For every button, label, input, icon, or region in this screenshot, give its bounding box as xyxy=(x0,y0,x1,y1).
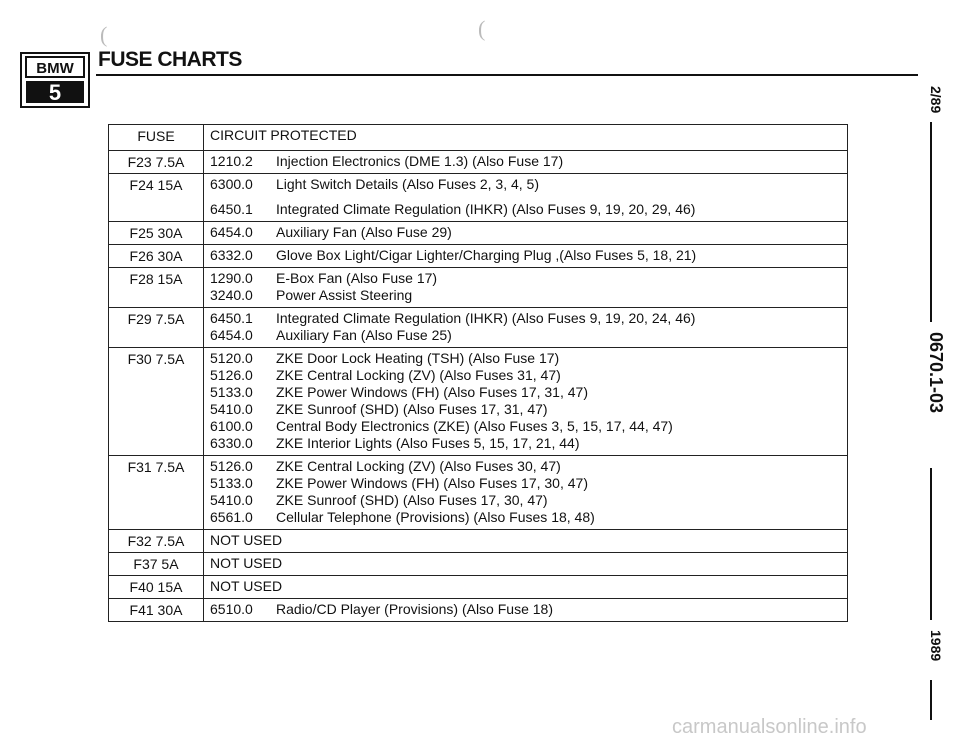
circuit-line xyxy=(210,384,841,401)
circuit-line xyxy=(210,224,841,241)
bmw-5-series-logo-icon xyxy=(20,52,90,108)
table-row xyxy=(109,245,848,268)
circuit-code: 6454.0 xyxy=(210,224,253,240)
circuit-line xyxy=(210,475,841,492)
circuit-line xyxy=(210,287,841,304)
page-title: FUSE CHARTS xyxy=(98,48,242,71)
svg-text:5: 5 xyxy=(48,80,62,105)
table-row xyxy=(109,151,848,174)
circuit-code: 6100.0 xyxy=(210,418,253,434)
circuit-description: Auxiliary Fan (Also Fuse 29) xyxy=(276,224,452,240)
circuit-line xyxy=(210,509,841,526)
circuit-description: Central Body Electronics (ZKE) (Also Fuses 3, 5, 15, 17, 44, 47) xyxy=(276,418,673,434)
circuit-description: Light Switch Details (Also Fuses 2, 3, 4, 5) xyxy=(276,176,539,192)
circuit-cell xyxy=(204,222,848,245)
circuit-description: ZKE Central Locking (ZV) (Also Fuses 30, 47) xyxy=(276,458,561,474)
sidebar-year: 1989 xyxy=(928,630,944,662)
fuse-id: F24 15A xyxy=(109,174,204,222)
circuit-description: ZKE Door Lock Heating (TSH) (Also Fuse 17) xyxy=(276,350,560,366)
circuit-code: 1290.0 xyxy=(210,270,253,286)
scan-mark: ( xyxy=(100,22,108,47)
circuit-code: 5126.0 xyxy=(210,367,253,383)
circuit-line xyxy=(210,367,841,384)
circuit-code: 6510.0 xyxy=(210,601,253,617)
circuit-line xyxy=(210,492,841,509)
circuit-line xyxy=(210,458,841,475)
circuit-code: 6450.1 xyxy=(210,310,253,326)
circuit-code: 6454.0 xyxy=(210,327,253,343)
column-header-circuit: CIRCUIT PROTECTED xyxy=(204,125,848,151)
table-row xyxy=(109,268,848,308)
circuit-code: 6300.0 xyxy=(210,176,253,192)
circuit-line xyxy=(210,327,841,344)
not-used-note: NOT USED xyxy=(210,578,283,594)
circuit-cell xyxy=(204,174,848,222)
fuse-id: F29 7.5A xyxy=(109,308,204,348)
sidebar-rule xyxy=(930,468,932,620)
table-row xyxy=(109,174,848,222)
circuit-description: ZKE Sunroof (SHD) (Also Fuses 17, 31, 47) xyxy=(276,401,548,417)
circuit-code: 5133.0 xyxy=(210,475,253,491)
circuit-description: Integrated Climate Regulation (IHKR) (Also Fuses 9, 19, 20, 29, 46) xyxy=(276,201,696,217)
circuit-cell xyxy=(204,151,848,174)
circuit-line xyxy=(210,153,841,170)
circuit-description: Radio/CD Player (Provisions) (Also Fuse 18) xyxy=(276,601,553,617)
table-row xyxy=(109,222,848,245)
circuit-line xyxy=(210,201,841,218)
circuit-line xyxy=(210,435,841,452)
not-used-note: NOT USED xyxy=(210,555,283,571)
circuit-code: 5120.0 xyxy=(210,350,253,366)
fuse-id: F26 30A xyxy=(109,245,204,268)
column-header-fuse: FUSE xyxy=(109,125,204,151)
table-row xyxy=(109,599,848,622)
circuit-description: ZKE Power Windows (FH) (Also Fuses 17, 30, 47) xyxy=(276,475,588,491)
circuit-line xyxy=(210,401,841,418)
sidebar-rule xyxy=(930,680,932,720)
watermark: carmanualsonline.info xyxy=(672,716,867,738)
scan-mark: ( xyxy=(478,16,486,41)
circuit-line xyxy=(210,310,841,327)
table-row xyxy=(109,308,848,348)
table-row xyxy=(109,456,848,530)
not-used-note: NOT USED xyxy=(210,532,283,548)
circuit-description: Injection Electronics (DME 1.3) (Also Fuse 17) xyxy=(276,153,564,169)
sidebar-date: 2/89 xyxy=(928,86,944,114)
fuse-id: F23 7.5A xyxy=(109,151,204,174)
fuse-id: F25 30A xyxy=(109,222,204,245)
circuit-description: Integrated Climate Regulation (IHKR) (Also Fuses 9, 19, 20, 24, 46) xyxy=(276,310,696,326)
fuse-id: F31 7.5A xyxy=(109,456,204,530)
fuse-chart-table xyxy=(108,124,848,622)
circuit-cell xyxy=(204,599,848,622)
table-row xyxy=(109,530,848,553)
circuit-line xyxy=(210,270,841,287)
circuit-description: Glove Box Light/Cigar Lighter/Charging Plug ,(Also Fuses 5, 18, 21) xyxy=(276,247,697,263)
title-rule xyxy=(96,74,918,76)
circuit-description: ZKE Interior Lights (Also Fuses 5, 15, 17, 21, 44) xyxy=(276,435,580,451)
circuit-cell xyxy=(204,530,848,553)
circuit-code: 1210.2 xyxy=(210,153,253,169)
fuse-id: F41 30A xyxy=(109,599,204,622)
circuit-code: 3240.0 xyxy=(210,287,253,303)
circuit-code: 6561.0 xyxy=(210,509,253,525)
table-row xyxy=(109,576,848,599)
circuit-line xyxy=(210,176,841,193)
circuit-cell xyxy=(204,268,848,308)
circuit-line xyxy=(210,418,841,435)
sidebar-rule xyxy=(930,122,932,322)
circuit-cell xyxy=(204,348,848,456)
circuit-description: ZKE Central Locking (ZV) (Also Fuses 31, 47) xyxy=(276,367,561,383)
circuit-code: 5126.0 xyxy=(210,458,253,474)
table-header-row xyxy=(109,125,848,151)
fuse-id: F28 15A xyxy=(109,268,204,308)
fuse-id: F40 15A xyxy=(109,576,204,599)
table-row xyxy=(109,553,848,576)
circuit-code: 5410.0 xyxy=(210,492,253,508)
fuse-id: F32 7.5A xyxy=(109,530,204,553)
circuit-description: Power Assist Steering xyxy=(276,287,413,303)
circuit-description: ZKE Sunroof (SHD) (Also Fuses 17, 30, 47) xyxy=(276,492,548,508)
circuit-line xyxy=(210,247,841,264)
svg-text:BMW: BMW xyxy=(36,60,74,77)
circuit-cell xyxy=(204,245,848,268)
circuit-cell xyxy=(204,308,848,348)
circuit-code: 5133.0 xyxy=(210,384,253,400)
circuit-code: 5410.0 xyxy=(210,401,253,417)
circuit-code: 6330.0 xyxy=(210,435,253,451)
circuit-line xyxy=(210,601,841,618)
circuit-cell xyxy=(204,576,848,599)
sidebar-section-code: 0670.1-03 xyxy=(926,332,946,414)
circuit-code: 6450.1 xyxy=(210,201,253,217)
fuse-id: F37 5A xyxy=(109,553,204,576)
circuit-description: ZKE Power Windows (FH) (Also Fuses 17, 31, 47) xyxy=(276,384,588,400)
fuse-id: F30 7.5A xyxy=(109,348,204,456)
circuit-cell xyxy=(204,553,848,576)
circuit-line xyxy=(210,350,841,367)
table-row xyxy=(109,348,848,456)
circuit-description: E-Box Fan (Also Fuse 17) xyxy=(276,270,438,286)
circuit-code: 6332.0 xyxy=(210,247,253,263)
circuit-cell xyxy=(204,456,848,530)
circuit-description: Cellular Telephone (Provisions) (Also Fuses 18, 48) xyxy=(276,509,595,525)
circuit-description: Auxiliary Fan (Also Fuse 25) xyxy=(276,327,452,343)
